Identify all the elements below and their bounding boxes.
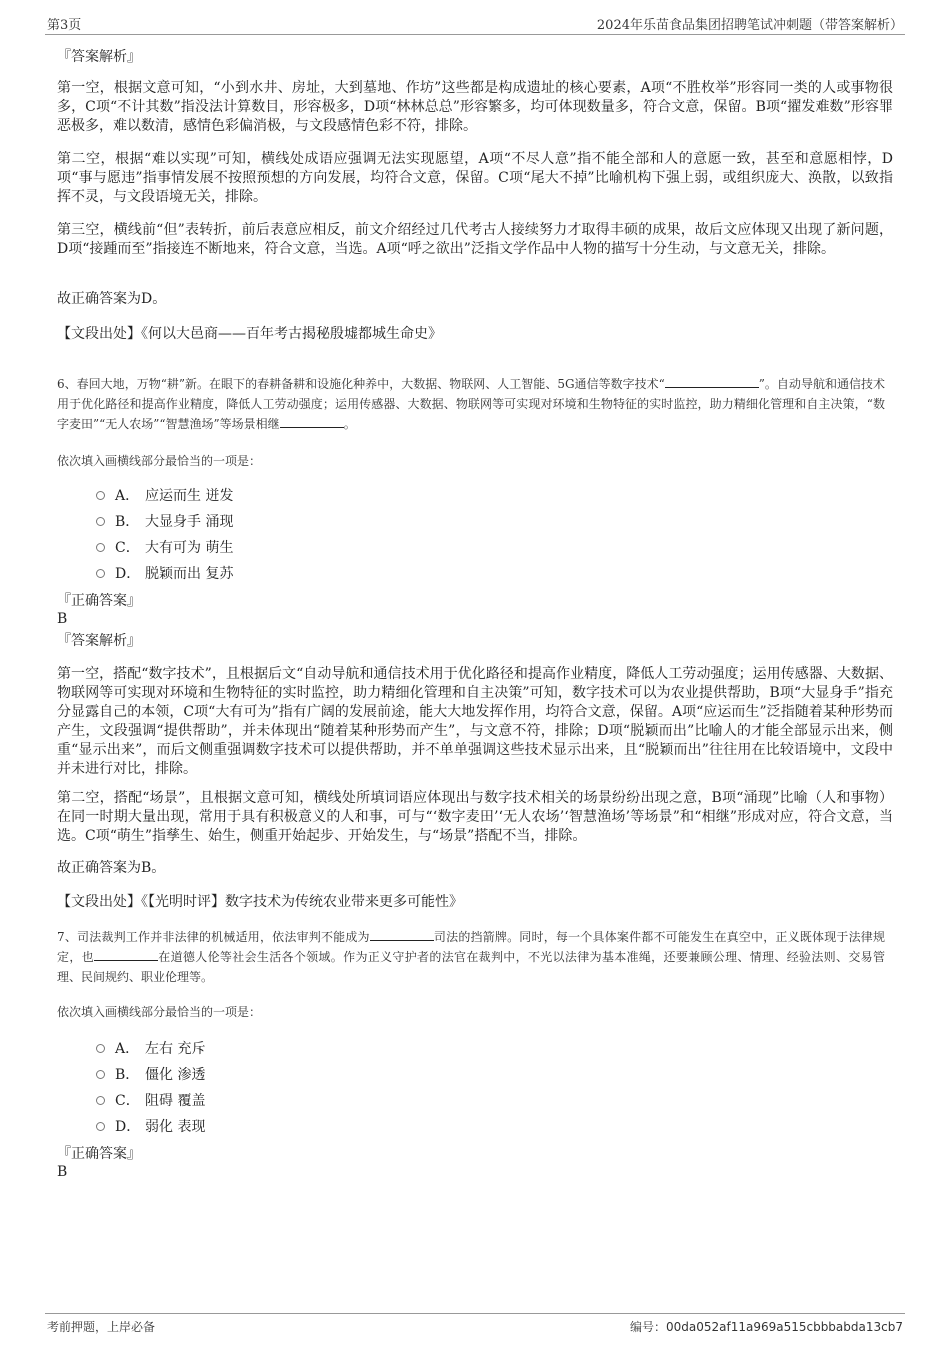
q6-option-b[interactable]: B． 大显身手 涌现 xyxy=(96,508,233,534)
q7-answer-tag: 『正确答案』 xyxy=(57,1146,141,1162)
q6-options xyxy=(96,482,233,586)
radio-button[interactable] xyxy=(96,1044,105,1053)
q6-answer: B xyxy=(57,611,68,627)
q6-instruction: 依次填入画横线部分最恰当的一项是： xyxy=(57,454,262,468)
q6-answer-tag: 『正确答案』 xyxy=(57,593,141,609)
q6-analysis-tag: 『答案解析』 xyxy=(57,633,141,649)
footer-code-value: 00da052af11a969a515cbbbabda13cb7 xyxy=(665,1320,903,1334)
q5-analysis-p3: 第三空，横线前“但”表转折，前后表意应相反，前文介绍经过几代考古人接续努力才取得丰硕的成果，故后文应体现又出现了新问题，D项“接踵而至”指接连不断地来，符合文意，当选。A项“呼之欲出”泛指文学作品中人物的描写十分生动，与文意无关，排除。 xyxy=(57,222,893,257)
q7-option-c[interactable]: C． 阻碍 覆盖 xyxy=(96,1087,205,1113)
q7-instruction: 依次填入画横线部分最恰当的一项是： xyxy=(57,1005,262,1019)
q7-options xyxy=(96,1035,205,1139)
q7-blank-1 xyxy=(370,928,434,941)
radio-button[interactable] xyxy=(96,1122,105,1131)
radio-button[interactable] xyxy=(96,517,105,526)
q5-analysis-p1: 第一空，根据文意可知，“小到水井、房址，大到墓地、作坊”这些都是构成遗址的核心要素，A项“不胜枚举”形容同一类的人或事物很多，C项“不计其数”指没法计算数目，形容极多，D项“林林总总”形容繁多，均可体现数量多，符合文意，保留。B项“擢发难数”形容罪恶极多，难以数清，感情色彩偏消极，与文段感情色彩不符，排除。 xyxy=(57,80,893,134)
radio-button[interactable] xyxy=(96,1096,105,1105)
q6-source: 【文段出处】《【光明时评】数字技术为传统农业带来更多可能性》 xyxy=(57,894,463,910)
q7-option-d[interactable]: D． 弱化 表现 xyxy=(96,1113,205,1139)
footer-slogan: 考前押题，上岸必备 xyxy=(47,1320,156,1334)
q5-conclusion: 故正确答案为D。 xyxy=(57,291,167,307)
q7-option-b[interactable]: B． 僵化 渗透 xyxy=(96,1061,205,1087)
q5-source: 【文段出处】《何以大邑商——百年考古揭秘殷墟都城生命史》 xyxy=(57,326,442,342)
footer-code-label: 编号： xyxy=(629,1320,666,1334)
q6-analysis-p1: 第一空，搭配“数字技术”，且根据后文“自动导航和通信技术用于优化路径和提高作业精度，降低人工劳动强度；运用传感器、大数据、物联网等可实现对环境和生物特征的实时监控，助力精细化管理和自主决策”可知，数字技术可以为农业提供帮助，B项“大显身手”指充分显露自己的本领，C项“大有可为”指有广阔的发展前途，能大大地发挥作用，均符合文意，保留。A项“应运而生”泛指随着某种形势而产生，文段强调“提供帮助”，并未体现出“随着某种形势而产生”，与文意不符，排除；D项“脱颖而出”比喻人的才能全部显示出来，侧重“显示出来”，而后文侧重强调数字技术可以提供帮助，并不单单强调这些技术显示出来，且“脱颖而出”往往用在比较语境中，文段中并未进行对比，排除。 xyxy=(57,666,893,777)
q6-conclusion: 故正确答案为B。 xyxy=(57,860,166,876)
q6-option-a[interactable]: A． 应运而生 迸发 xyxy=(96,482,233,508)
q6-stem: 6、春回大地，万物“耕”新。在眼下的春耕备耕和设施化种养中，大数据、物联网、人工智能、5G通信等数字技术“ ”。自动导航和通信技术用于优化路径和提高作业精度，降低人工劳动强度；运用传感器、大数据、物联网等可实现对环境和生物特征的实时监控，助力精细化管理和自主决策，“数字麦田”“无人农场”“智慧渔场”等场景相继 。 xyxy=(57,377,885,431)
page-footer xyxy=(45,1313,905,1336)
radio-button[interactable] xyxy=(96,569,105,578)
radio-button[interactable] xyxy=(96,543,105,552)
q6-blank-2 xyxy=(280,415,344,428)
q5-analysis-tag: 『答案解析』 xyxy=(57,49,141,65)
footer-code xyxy=(630,1318,903,1335)
q6-option-c[interactable]: C． 大有可为 萌生 xyxy=(96,534,233,560)
q7-answer: B xyxy=(57,1164,68,1180)
q7-stem: 7、司法裁判工作并非法律的机械适用，依法审判不能成为 司法的挡箭牌。同时，每一个具体案件都不可能发生在真空中，正义既体现于法律规定，也 在道德人伦等社会生活各个领域。作为正义守护者的法官在裁判中，不光以法律为基本准绳，还要兼顾公理、情理、经验法则、交易管理、民间规约、职业伦理等。 xyxy=(57,930,885,984)
q6-blank-1 xyxy=(665,375,759,388)
q7-option-a[interactable]: A． 左右 充斥 xyxy=(96,1035,205,1061)
radio-button[interactable] xyxy=(96,1070,105,1079)
q5-analysis xyxy=(57,47,893,67)
q5-analysis-p2: 第二空，根据“难以实现”可知，横线处成语应强调无法实现愿望，A项“不尽人意”指不能全部和人的意愿一致，甚至和意愿相悖，D项“事与愿违”指事情发展不按照预想的方向发展，均符合文意，保留。C项“尾大不掉”比喻机构下强上弱，或组织庞大、涣散，以致指挥不灵，与文段语境无关，排除。 xyxy=(57,151,893,205)
q7-blank-2 xyxy=(94,948,158,961)
page-number: 第3页 xyxy=(47,18,82,33)
q6-option-d[interactable]: D． 脱颖而出 复苏 xyxy=(96,560,233,586)
document-title: 2024年乐苗食品集团招聘笔试冲刺题（带答案解析） xyxy=(596,18,903,33)
page-header xyxy=(45,10,905,35)
q6-analysis-p2: 第二空，搭配“场景”，且根据文意可知，横线处所填词语应体现出与数字技术相关的场景纷纷出现之意，B项“涌现”比喻（人和事物）在同一时期大量出现，常用于具有积极意义的人和事，可与“‘数字麦田’‘无人农场’‘智慧渔场’等场景”和“相继”形成对应，符合文意，当选。C项“萌生”指孳生、始生，侧重开始起步、开始发生，与“场景”搭配不当，排除。 xyxy=(57,790,893,844)
radio-button[interactable] xyxy=(96,491,105,500)
